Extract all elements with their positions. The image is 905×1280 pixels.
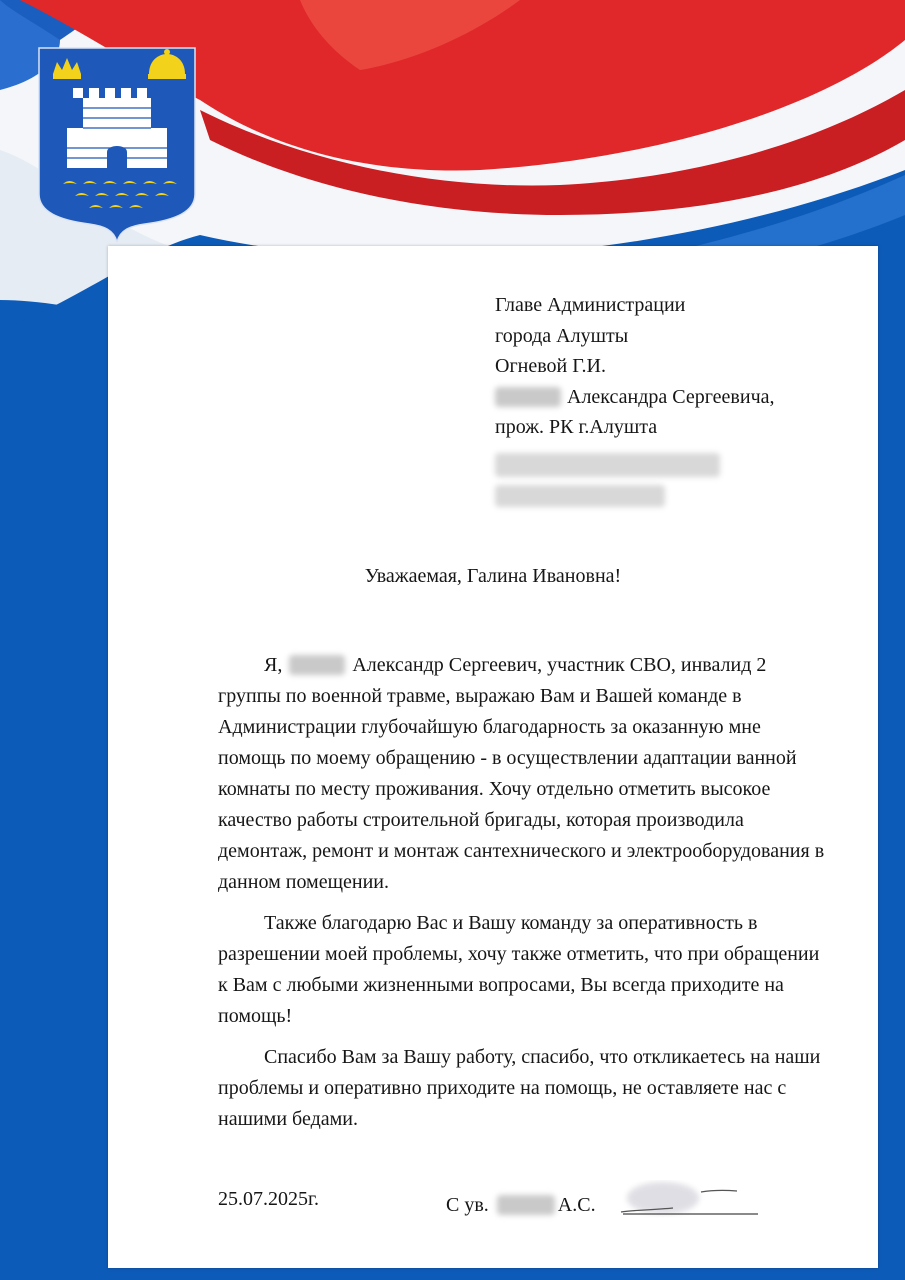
addressee-line: Главе Администрации — [495, 294, 686, 316]
addressee-line: Огневой Г.И. — [495, 355, 606, 378]
sender-name: Александра Сергеевича, — [567, 385, 775, 408]
addressee-block — [495, 290, 775, 507]
coat-of-arms-icon — [35, 44, 199, 244]
redacted-address — [495, 453, 775, 507]
salutation: Уважаемая, Галина Ивановна! — [364, 565, 622, 587]
sign-prefix: С ув. — [446, 1194, 489, 1216]
paragraph-2: Также благодарю Вас и Вашу команду за оперативность в разрешении моей проблемы, хочу также отметить, что при обращении к Вам с любыми жизненными вопросами, Вы всегда приходите на помощь! — [218, 912, 820, 1027]
sign-initials: А.С. — [557, 1194, 596, 1216]
redacted-surname — [495, 387, 561, 407]
signature-icon — [613, 1180, 758, 1220]
paragraph-1 — [218, 650, 828, 898]
letter-date: 25.07.2025г. — [218, 1188, 319, 1210]
redacted-surname — [497, 1195, 555, 1215]
letter-body — [218, 650, 828, 1145]
letter-sheet — [108, 246, 878, 1268]
addressee-line: прож. РК г.Алушта — [495, 416, 658, 439]
redacted-address-line — [495, 453, 720, 477]
addressee-line: города Алушты — [495, 324, 629, 347]
paragraph-1-text: Александр Сергеевич, участник СВО, инвалид 2 группы по военной травме, выражаю Вам и Вашей команде в Администрации глубочайшую благодарность за оказанную мне помощь по моему обращению - в осуществлении адаптации ванной комнаты по месту проживания. Хочу отдельно отметить высокое качество работы строительной бригады, которая производила демонтаж, ремонт и монтаж сантехнического и электрооборудования в данном помещении. — [218, 654, 825, 893]
paragraph-1-prefix: Я, — [264, 654, 283, 676]
redacted-surname — [289, 655, 345, 675]
paragraph-3: Спасибо Вам за Вашу работу, спасибо, что откликаетесь на наши проблемы и оперативно приходите на помощь, не оставляете нас с нашими бедами. — [218, 1046, 821, 1130]
signature-line — [446, 1194, 596, 1217]
addressee-sender-line — [495, 382, 775, 413]
redacted-phone-line — [495, 485, 665, 507]
